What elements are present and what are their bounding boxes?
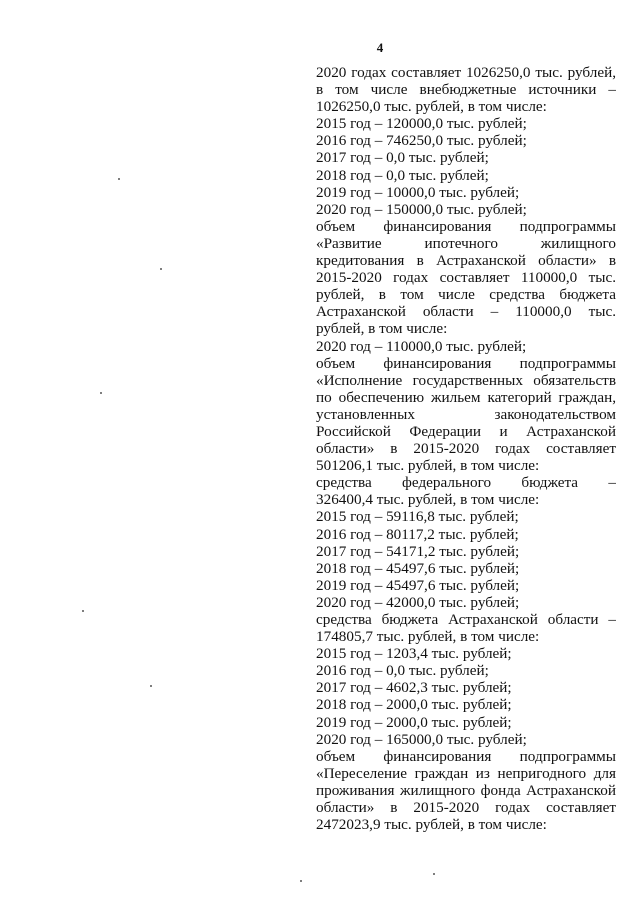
text-line: проживания жилищного фонда Астраханской xyxy=(316,781,616,799)
text-line: 2019 год – 2000,0 тыс. рублей; xyxy=(316,713,512,731)
text-line: 1026250,0 тыс. рублей, в том числе: xyxy=(316,98,547,116)
page-number: 4 xyxy=(376,40,384,55)
scan-speck xyxy=(100,392,102,394)
text-line: 2020 год – 110000,0 тыс. рублей; xyxy=(316,337,527,355)
text-line: 2018 год – 0,0 тыс. рублей; xyxy=(316,166,489,184)
text-line: рублей, в том числе средства бюджета xyxy=(316,286,616,304)
text-line: объем финансирования подпрограммы xyxy=(316,217,616,235)
text-line: рублей, в том числе: xyxy=(316,320,448,338)
text-line: 501206,1 тыс. рублей, в том числе: xyxy=(316,457,540,475)
text-line: 2016 год – 80117,2 тыс. рублей; xyxy=(316,525,519,543)
text-line: 2018 год – 2000,0 тыс. рублей; xyxy=(316,696,512,714)
text-line: 2017 год – 4602,3 тыс. рублей; xyxy=(316,679,512,697)
text-line: 2020 годах составляет 1026250,0 тыс. рублей, xyxy=(316,64,616,81)
text-line: 2020 год – 165000,0 тыс. рублей; xyxy=(316,730,527,748)
text-line: Российской Федерации и Астраханской xyxy=(316,422,616,440)
text-line: 2017 год – 54171,2 тыс. рублей; xyxy=(316,542,520,560)
text-line: Астраханской области – 110000,0 тыс. xyxy=(316,303,616,321)
scan-speck xyxy=(150,685,152,687)
scan-speck xyxy=(433,873,435,875)
text-line: 2015 год – 59116,8 тыс. рублей; xyxy=(316,508,519,526)
text-line: объем финансирования подпрограммы xyxy=(316,354,616,372)
text-line: кредитования в Астраханской области» в xyxy=(316,252,616,270)
text-line: 2472023,9 тыс. рублей, в том числе: xyxy=(316,816,547,834)
text-line: «Развитие ипотечного жилищного xyxy=(316,234,616,252)
text-line: средства федерального бюджета – xyxy=(316,474,616,492)
text-line: 174805,7 тыс. рублей, в том числе: xyxy=(316,628,540,646)
text-line: 2018 год – 45497,6 тыс. рублей; xyxy=(316,559,520,577)
text-line: в том числе внебюджетные источники – xyxy=(316,81,616,99)
text-line: 2019 год – 10000,0 тыс. рублей; xyxy=(316,183,520,201)
text-line: объем финансирования подпрограммы xyxy=(316,747,616,765)
scan-speck xyxy=(82,610,84,612)
text-line: 326400,4 тыс. рублей, в том числе: xyxy=(316,491,540,509)
text-line: «Переселение граждан из непригодного для xyxy=(316,764,616,782)
text-line: 2015 год – 1203,4 тыс. рублей; xyxy=(316,645,512,663)
text-line: области» в 2015-2020 годах составляет xyxy=(316,799,616,817)
text-line: 2015-2020 годах составляет 110000,0 тыс. xyxy=(316,269,616,287)
text-line: 2016 год – 0,0 тыс. рублей; xyxy=(316,662,489,680)
text-line: области» в 2015-2020 годах составляет xyxy=(316,440,616,458)
text-line: средства бюджета Астраханской области – xyxy=(316,611,616,628)
scan-speck xyxy=(118,178,120,180)
text-line: по обеспечению жильем категорий граждан, xyxy=(316,388,616,406)
text-line: 2020 год – 150000,0 тыс. рублей; xyxy=(316,200,527,218)
text-line: 2015 год – 120000,0 тыс. рублей; xyxy=(316,115,527,133)
scan-speck xyxy=(160,268,162,270)
text-line: 2017 год – 0,0 тыс. рублей; xyxy=(316,149,489,167)
text-line: «Исполнение государственных обязательств xyxy=(316,371,616,389)
text-line: 2016 год – 746250,0 тыс. рублей; xyxy=(316,132,527,150)
text-line: установленных законодательством xyxy=(316,405,616,423)
scan-speck xyxy=(300,880,302,882)
text-line: 2020 год – 42000,0 тыс. рублей; xyxy=(316,593,520,611)
text-line: 2019 год – 45497,6 тыс. рублей; xyxy=(316,576,520,594)
text-column xyxy=(316,64,616,833)
